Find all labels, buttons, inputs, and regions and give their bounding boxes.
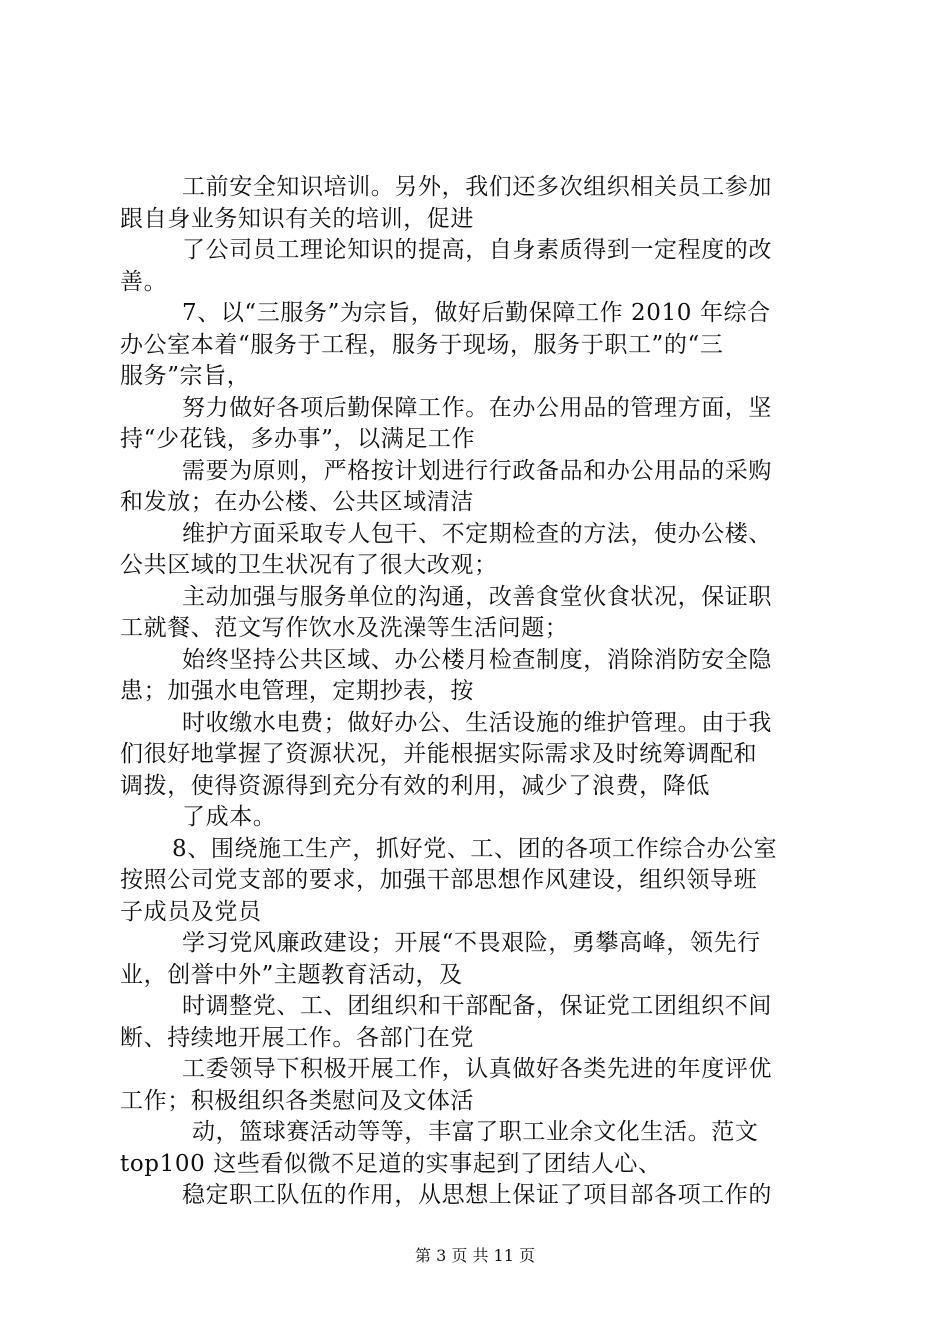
text-line: 断、持续地开展工作。各部门在党	[120, 1024, 474, 1051]
text-line: 持“少花钱，多办事”，以满足工作	[120, 426, 476, 452]
document-body	[120, 172, 830, 1212]
text-line: 办公室本着“服务于工程，服务于现场，服务于职工”的“三	[120, 331, 724, 358]
text-line: 8、围绕施工生产，抓好党、工、团的各项工作综合办公室	[172, 835, 778, 862]
text-line: 维护方面采取专人包干、不定期检查的方法，使办公楼、	[182, 520, 772, 547]
text-line: 们很好地掌握了资源状况，并能根据实际需求及时统筹调配和	[120, 741, 758, 767]
text-line: 7、以“三服务”为宗旨，做好后勤保障工作 2010 年综合	[182, 300, 771, 326]
text-line: 了公司员工理论知识的提高，自身素质得到一定程度的改	[182, 237, 772, 263]
text-line: 跟自身业务知识有关的培训，促进	[120, 205, 474, 232]
text-line: 和发放；在办公楼、公共区域清洁	[120, 489, 474, 515]
text-line: 服务”宗旨，	[120, 363, 251, 389]
text-line: 调拨，使得资源得到充分有效的利用，减少了浪费，降低	[120, 772, 710, 799]
text-line: 子成员及党员	[120, 898, 262, 925]
text-line: 善。	[120, 268, 168, 295]
text-line: 时调整党、工、团组织和干部配备，保证党工团组织不间	[182, 993, 772, 1019]
text-line: 需要为原则，严格按计划进行行政备品和办公用品的采购	[182, 457, 772, 484]
text-line: 工作；积极组织各类慰问及文体活	[120, 1087, 474, 1114]
text-line: 业，创誉中外”主题教育活动，及	[120, 961, 463, 988]
text-line: 时收缴水电费；做好办公、生活设施的维护管理。由于我	[182, 709, 772, 736]
text-line: 工就餐、范文写作饮水及洗澡等生活问题；	[120, 615, 569, 641]
text-line: 始终坚持公共区域、办公楼月检查制度，消除消防安全隐	[182, 646, 772, 673]
text-line: 工委领导下积极开展工作，认真做好各类先进的年度评优	[182, 1056, 772, 1082]
text-line: 公共区域的卫生状况有了很大改观；	[120, 552, 498, 578]
text-line: 工前安全知识培训。另外，我们还多次组织相关员工参加	[182, 174, 772, 200]
text-line: 了成本。	[182, 804, 277, 830]
text-line: 学习党风廉政建设；开展“不畏艰险，勇攀高峰，领先行	[182, 930, 761, 956]
text-line: 按照公司党支部的要求，加强干部思想作风建设，组织领导班	[120, 867, 758, 893]
text-line: 动，篮球赛活动等等，丰富了职工业余文化生活。范文	[192, 1119, 759, 1145]
text-line: 主动加强与服务单位的沟通，改善食堂伙食状况，保证职	[182, 583, 772, 610]
page-number-label: 第 3 页 共 11 页	[415, 1246, 535, 1265]
text-line: 患；加强水电管理，定期抄表，按	[120, 678, 474, 704]
text-line: 努力做好各项后勤保障工作。在办公用品的管理方面，坚	[182, 394, 772, 421]
text-line: top100 这些看似微不足道的实事起到了团结人心、	[120, 1150, 662, 1177]
page-footer	[0, 1246, 950, 1266]
text-line: 稳定职工队伍的作用，从思想上保证了项目部各项工作的	[182, 1182, 772, 1208]
